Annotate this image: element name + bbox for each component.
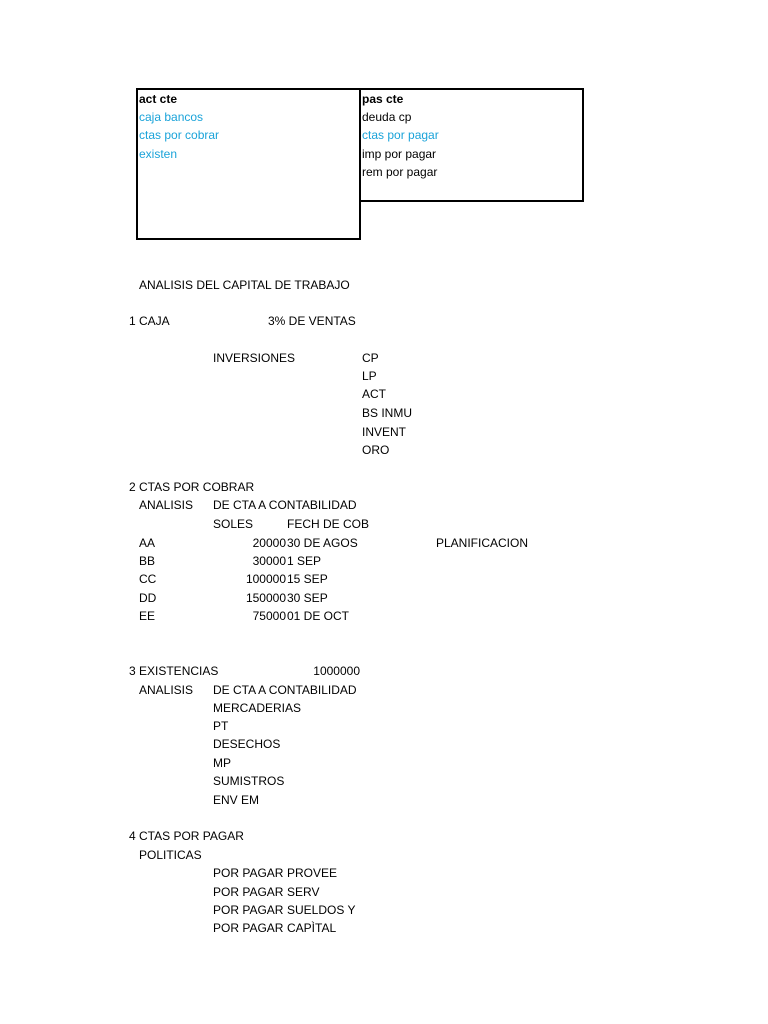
row-name: AA bbox=[139, 536, 156, 550]
row-date: 01 DE OCT bbox=[287, 609, 350, 623]
existencia-item: SUMISTROS bbox=[213, 774, 285, 788]
section4-label: 4 CTAS POR PAGAR bbox=[129, 829, 244, 843]
active-item: caja bancos bbox=[139, 110, 204, 124]
passive-item: rem por pagar bbox=[362, 165, 438, 179]
row-amount: 20000 bbox=[252, 536, 286, 550]
section3-analisis-value: DE CTA A CONTABILIDAD bbox=[213, 683, 357, 697]
section1-note: 3% DE VENTAS bbox=[268, 314, 356, 328]
existencia-item: DESECHOS bbox=[213, 737, 281, 751]
row-name: EE bbox=[139, 609, 156, 623]
row-date: 15 SEP bbox=[287, 572, 328, 586]
row-name: BB bbox=[139, 554, 156, 568]
existencia-item: PT bbox=[213, 719, 229, 733]
politica-type: POR PAGAR bbox=[213, 921, 284, 935]
column-soles: SOLES bbox=[213, 517, 254, 531]
inversion-item: INVENT bbox=[362, 425, 407, 439]
section3-label: 3 EXISTENCIAS bbox=[129, 664, 219, 678]
politicas-label: POLITICAS bbox=[139, 848, 202, 862]
section3-analisis-label: ANALISIS bbox=[139, 683, 194, 697]
active-item: existen bbox=[139, 147, 178, 161]
active-current-title: act cte bbox=[139, 92, 178, 106]
passive-item: ctas por pagar bbox=[362, 128, 439, 142]
inversion-item: ORO bbox=[362, 443, 390, 457]
section2-analisis-value: DE CTA A CONTABILIDAD bbox=[213, 498, 357, 512]
politica-target: CAPÌTAL bbox=[287, 921, 337, 935]
inversion-item: ACT bbox=[362, 387, 386, 401]
politica-target: PROVEE bbox=[287, 866, 338, 880]
politica-target: SUELDOS Y bbox=[287, 903, 356, 917]
politica-type: POR PAGAR bbox=[213, 903, 284, 917]
inversion-item: BS INMU bbox=[362, 406, 413, 420]
section2-analisis-label: ANALISIS bbox=[139, 498, 194, 512]
passive-current-box bbox=[359, 88, 584, 202]
inversion-item: CP bbox=[362, 351, 379, 365]
row-date: 30 DE AGOS bbox=[287, 536, 358, 550]
section1-label: 1 CAJA bbox=[129, 314, 170, 328]
politica-type: POR PAGAR bbox=[213, 866, 284, 880]
section3-amount: 1000000 bbox=[313, 664, 360, 678]
column-fecha: FECH DE COB bbox=[287, 517, 370, 531]
row-amount: 100000 bbox=[245, 572, 286, 586]
row-date: 30 SEP bbox=[287, 591, 328, 605]
politica-type: POR PAGAR bbox=[213, 885, 284, 899]
row-amount: 150000 bbox=[245, 591, 286, 605]
row-name: DD bbox=[139, 591, 157, 605]
existencia-item: MP bbox=[213, 756, 231, 770]
active-item: ctas por cobrar bbox=[139, 128, 220, 142]
passive-item: imp por pagar bbox=[362, 147, 437, 161]
active-current-box bbox=[136, 88, 361, 240]
passive-current-title: pas cte bbox=[362, 92, 404, 106]
row-amount: 30000 bbox=[252, 554, 286, 568]
existencia-item: ENV EM bbox=[213, 793, 260, 807]
passive-item: deuda cp bbox=[362, 110, 412, 124]
inversion-item: LP bbox=[362, 369, 377, 383]
politica-target: SERV bbox=[287, 885, 320, 899]
existencia-item: MERCADERIAS bbox=[213, 701, 302, 715]
row-amount: 75000 bbox=[252, 609, 286, 623]
planificacion-label: PLANIFICACION bbox=[436, 536, 529, 550]
row-name: CC bbox=[139, 572, 157, 586]
section2-label: 2 CTAS POR COBRAR bbox=[129, 480, 255, 494]
page-heading: ANALISIS DEL CAPITAL DE TRABAJO bbox=[139, 278, 350, 292]
row-date: 1 SEP bbox=[287, 554, 322, 568]
inversiones-label: INVERSIONES bbox=[213, 351, 296, 365]
